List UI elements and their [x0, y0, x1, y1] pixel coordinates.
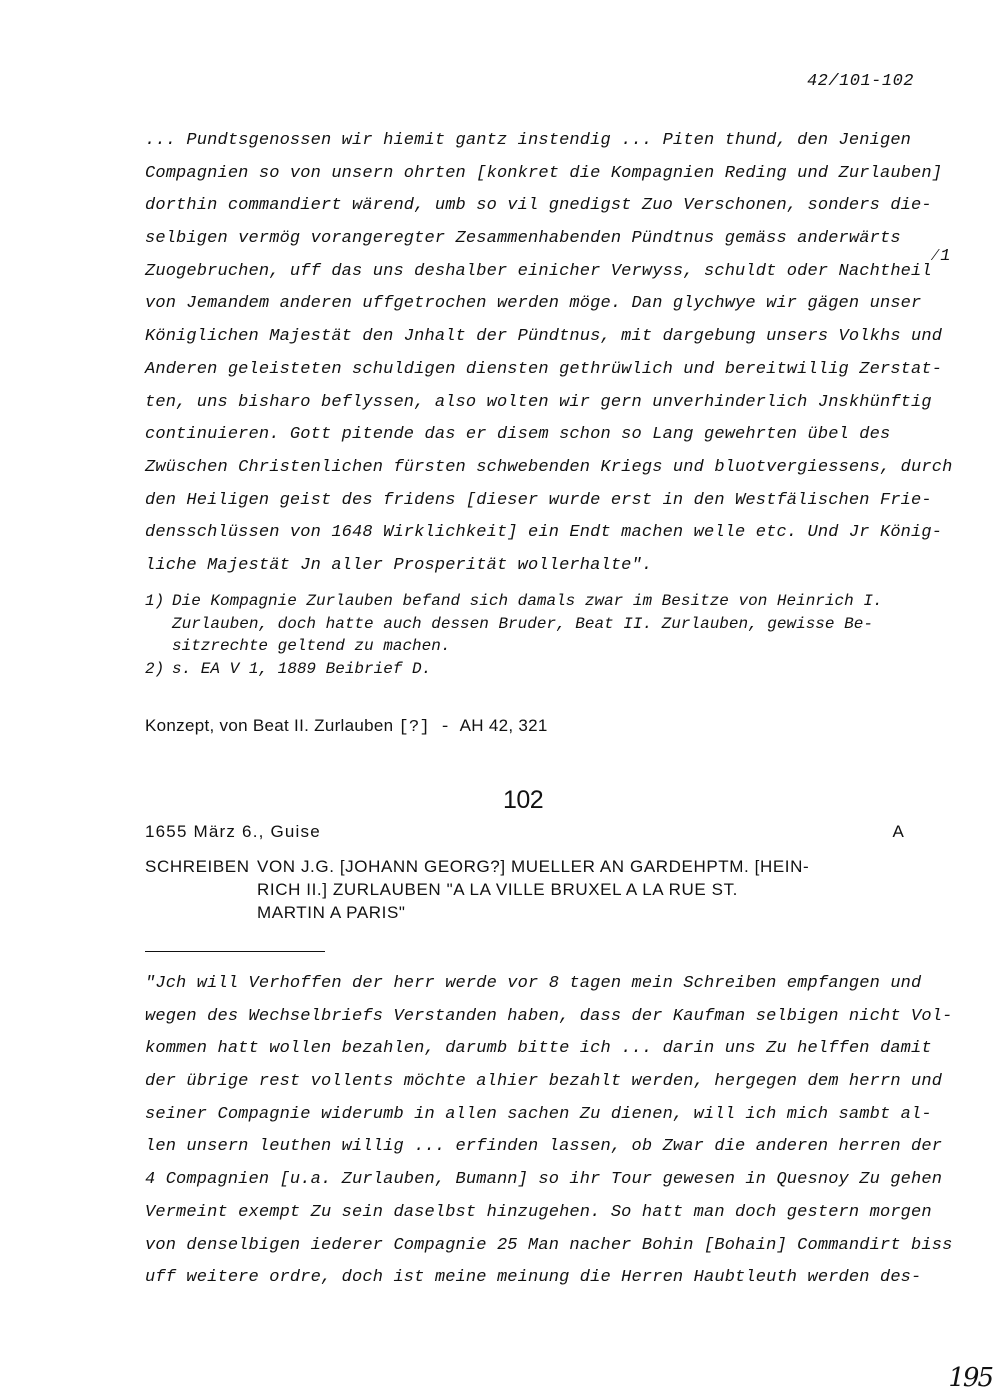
- text-line: liche Majestät Jn aller Prosperität wollerhalte".: [145, 555, 653, 575]
- text-line: dorthin commandiert wärend, umb so vil gnedigst Zuo Verschonen, sonders die-: [145, 196, 932, 216]
- page-reference: 42/101-102: [806, 72, 914, 91]
- date-place: 1655 März 6., Guise: [145, 822, 321, 841]
- source-text: Konzept, von Beat II. Zurlauben: [145, 716, 394, 735]
- footnote-line: sitzrechte geltend zu machen.: [172, 637, 451, 655]
- text-line: wegen des Wechselbriefs Verstanden haben, dass der Kaufman selbigen nicht Vol-: [145, 1006, 953, 1026]
- footnotes: [145, 590, 945, 680]
- text-line: continuieren. Gott pitende das er disem schon so Lang gewehrten übel des: [145, 425, 891, 445]
- heading-line: MARTIN A PARIS": [257, 903, 406, 922]
- footnote: [145, 590, 945, 658]
- document-heading: [145, 855, 925, 924]
- source-uncertainty-mark: [?]: [398, 718, 430, 737]
- text-line: Königlichen Majestät den Jnhalt der Pündtnus, mit dargebung unsers Volkhs und: [145, 327, 943, 347]
- text-line: seiner Compagnie widerumb in allen sachen Zu dienen, will ich mich sambt al-: [145, 1104, 932, 1124]
- text-line: Zwüschen Christenlichen fürsten schwebenden Kriegs und bluotvergiessens, durch: [145, 457, 953, 477]
- text-line: Vermeint exempt Zu sein daselbst hinzugehen. So hatt man doch gestern morgen: [145, 1202, 932, 1222]
- footnote-number: 1): [145, 592, 165, 610]
- text-line: Compagnien so von unsern ohrten [konkret die Kompagnien Reding und Zurlauben]: [145, 163, 943, 183]
- text-line: len unsern leuthen willig ... erfinden lassen, ob Zwar die anderen herren der: [145, 1137, 943, 1157]
- document-number: 102: [503, 786, 544, 814]
- text-line: von denselbigen iederer Compagnie 25 Man nacher Bohin [Bohain] Commandirt biss: [145, 1235, 953, 1255]
- text-line: von Jemandem anderen uffgetrochen werden möge. Dan glychwye wir gägen unser: [145, 294, 922, 314]
- source-separator: -: [440, 718, 451, 737]
- separator-rule: [145, 951, 325, 952]
- text-line: uff weitere ordre, doch ist meine meinung die Herren Haubtleuth werden des-: [145, 1268, 922, 1288]
- letter-excerpt-1: [145, 125, 953, 583]
- source-reference: [145, 716, 548, 737]
- text-line: "Jch will Verhoffen der herr werde vor 8 tagen mein Schreiben empfangen und: [145, 974, 922, 993]
- text-line: kommen hatt wollen bezahlen, darumb bitte ich ... darin uns Zu helffen damit: [145, 1039, 932, 1059]
- heading-line: RICH II.] ZURLAUBEN "A LA VILLE BRUXEL A LA RUE ST.: [257, 880, 739, 899]
- text-line: den Heiligen geist des fridens [dieser wurde erst in den Westfälischen Frie-: [145, 490, 932, 510]
- text-line: Anderen geleisteten schuldigen diensten gethrüwlich und bereitwillig Zerstat-: [145, 359, 943, 379]
- handwritten-folio-number: 195: [948, 1363, 992, 1393]
- footnote-line: s. EA V 1, 1889 Beibrief D.: [172, 659, 432, 678]
- text-line: Zuogebruchen, uff das uns deshalber einicher Verwyss, schuldt oder Nachtheil: [145, 261, 932, 281]
- letter-excerpt-2: [145, 968, 953, 1295]
- text-line: densschlüssen von 1648 Wirklichkeit] ein Endt machen welle etc. Und Jr König-: [145, 523, 943, 543]
- text-line: 4 Compagnien [u.a. Zurlauben, Bumann] so ihr Tour gewesen in Quesnoy Zu gehen: [145, 1170, 943, 1190]
- heading-label: SCHREIBEN: [145, 857, 250, 876]
- text-line: ... Pundtsgenossen wir hiemit gantz instendig ... Piten thund, den Jenigen: [145, 131, 912, 150]
- footnote-line: Die Kompagnie Zurlauben befand sich damals zwar im Besitze von Heinrich I.: [172, 592, 883, 610]
- footnote: [145, 658, 945, 681]
- archive-reference: AH 42, 321: [459, 716, 548, 735]
- date-line: [145, 822, 905, 842]
- text-line: selbigen vermög vorangeregter Zesammenhabenden Pündtnus gemäss anderwärts: [145, 229, 901, 249]
- footnote-number: 2): [145, 659, 165, 678]
- text-line: der übrige rest vollents möchte alhier bezahlt werden, hergegen dem herrn und: [145, 1072, 943, 1092]
- margin-footnote-mark: ⁄1: [930, 247, 951, 266]
- text-line: ten, uns bisharo beflyssen, also wolten wir gern unverhinderlich Jnskhünftig: [145, 392, 932, 412]
- footnote-line: Zurlauben, doch hatte auch dessen Bruder, Beat II. Zurlauben, gewisse Be-: [172, 614, 873, 633]
- heading-line: VON J.G. [JOHANN GEORG?] MUELLER AN GARDEHPTM. [HEIN-: [257, 857, 810, 876]
- document-type-letter: A: [892, 822, 905, 841]
